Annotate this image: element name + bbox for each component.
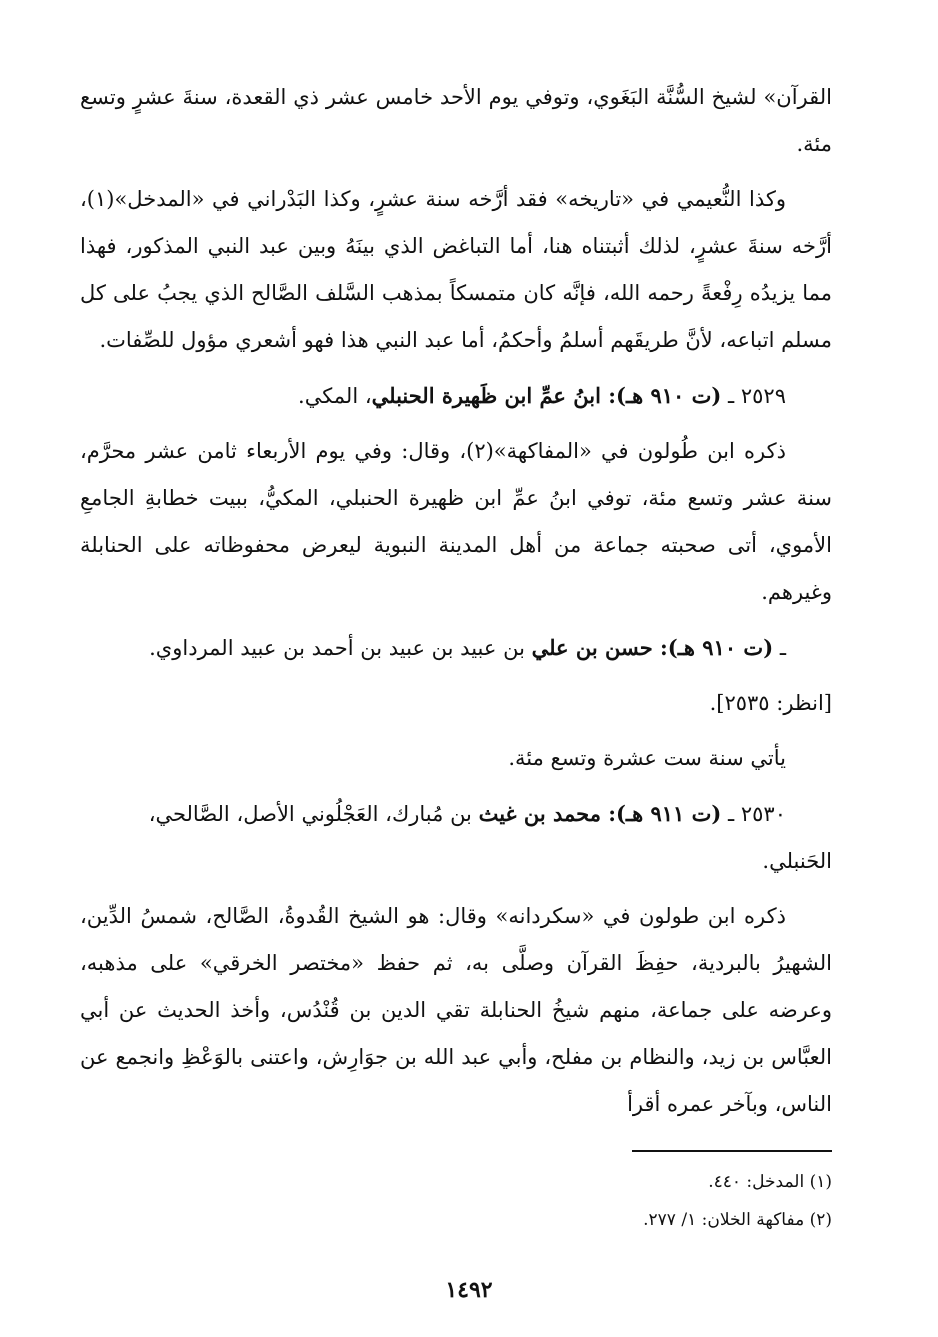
entry-title-rest: بن عبيد بن عبيد بن أحمد بن عبيد المرداوي. (149, 636, 532, 660)
paragraph-continuation: القرآن» لشيخ السُّنَّة البَغَوي، وتوفي يوم الأحد خامس عشر ذي القعدة، سنةَ عشرٍ وتسع مئة. (80, 85, 832, 156)
entry-number: ٢٥٣٠ ـ (728, 802, 786, 826)
entry-body-2529: ذكره ابن طُولون في «المفاكهة»(٢)، وقال: وفي يوم الأربعاء ثامن عشر محرَّم، سنة عشر وتسع مئة، توفي ابنُ عمِّ ابن ظهيرة الحنبلي، المكيُّ، ببيت خطابةِ الجامعِ الأموي، أتى صحبته جماعة من أهل المدينة النبوية ليعرض محفوظاته على الحنابلة وغيرهم. (80, 439, 832, 604)
entry-heading-2529 (80, 372, 832, 420)
entry-title-rest: ، المكي. (298, 384, 372, 408)
year-note: يأتي سنة ست عشرة وتسع مئة. (508, 746, 786, 770)
page-number: ١٤٩٢ (445, 1277, 493, 1303)
entry-heading-2530 (80, 790, 832, 885)
paragraph-nuaimi: وكذا النُّعيمي في «تاريخه» فقد أرَّخه سنة عشرٍ، وكذا البَدْراني في «المدخل»(١)، أرَّخه سنةَ عشرٍ، لذلك أثبتناه هنا، أما التباغض الذي بينَهُ وبين عبد النبي المذكور، فهذا مما يزيدُه رِفْعةً رحمه الله، فإنَّه كان متمسكاً بمذهب السَّلف الصَّالح الذي يجبُ على كل مسلم اتباعه، لأنَّ طريقَهم أسلمُ وأحكمُ، أما عبد النبي هذا فهو أشعري مؤول للصِّفات. (80, 187, 832, 352)
entry-title-rest: بن مُبارك، العَجْلُوني الأصل، الصَّالحي، الحَنبلي. (148, 802, 832, 873)
page-body (80, 74, 832, 1136)
footnotes (112, 1163, 832, 1239)
entry-heading-hasan (80, 624, 832, 672)
entry-title: (ت ٩١٠ هـ): حسن بن علي (531, 635, 774, 660)
cross-reference: [انظر: ٢٥٣٥]. (709, 691, 832, 715)
entry-title: (ت ٩١٠ هـ): ابنُ عمِّ ابن ظَهيرة الحنبلي (371, 383, 722, 408)
entry-number: ٢٥٢٩ ـ (728, 384, 786, 408)
footnote-1: (١) المدخل: ٤٤٠. (708, 1172, 832, 1192)
footnote-divider (632, 1150, 832, 1152)
entry-dash: ـ (779, 636, 786, 660)
entry-body-2530: ذكره ابن طولون في «سكردانه» وقال: هو الشيخ القُدوةُ، الصَّالح، شمسُ الدِّين، الشهيرُ بالبردية، حفِظَ القرآن وصلَّى به، ثم حفظ «مختصر الخرقي» على مذهبه، وعرضه على جماعة، منهم شيخُ الحنابلة تقي الدين بن قُنْدُس، وأخذ الحديث عن أبي العبَّاس بن زيد، والنظام بن مفلح، وأبي عبد الله بن جوَارِش، واعتنى بالوَعْظِ وانجمع عن الناس، وبآخر عمره أقرأ (80, 904, 832, 1116)
footnote-2: (٢) مفاكهة الخلان: ١/ ٢٧٧. (643, 1210, 832, 1230)
entry-title: (ت ٩١١ هـ): محمد بن غيث (478, 801, 722, 826)
